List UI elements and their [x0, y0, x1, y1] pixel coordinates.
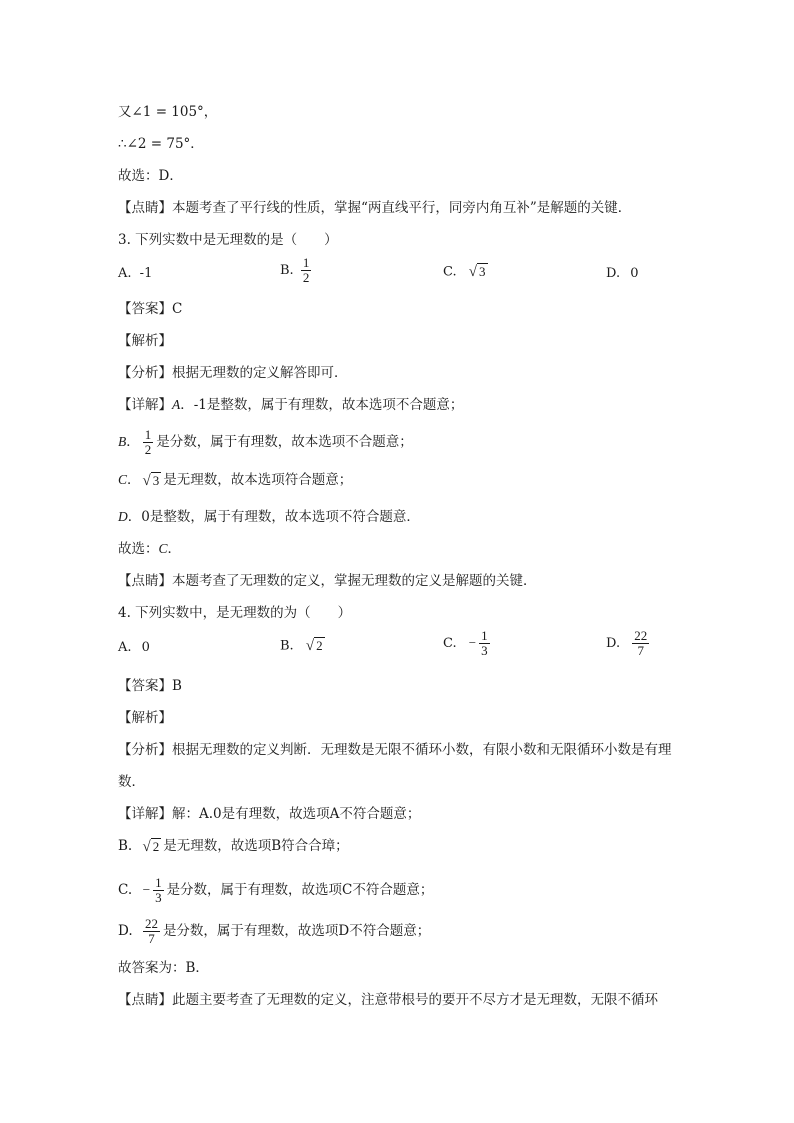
question-3-stem: 3. 下列实数中是无理数的是（ ） [118, 232, 338, 248]
option-letter: A [172, 397, 181, 412]
detail-text: 是无理数，故本选项符合题意； [163, 472, 353, 488]
fraction [143, 428, 154, 457]
q4-detail-c [118, 876, 433, 905]
q3-detail-b: B． $\frac{1}{2}$ 是分数，属于有理数，故本选项不合题意； [118, 427, 413, 457]
q4-option-c [443, 629, 493, 658]
detail-text: 是分数，属于有理数，故选项C不符合题意； [166, 882, 434, 898]
option-label: B. [280, 263, 294, 278]
minus-sign: − [142, 882, 151, 897]
q4-analysis: 【分析】根据无理数的定义判断．无理数是无限不循环小数，有限小数和无限循环小数是有理数． [118, 742, 672, 790]
square-root [306, 636, 325, 656]
detail-text: ．0是整数，属于有理数，故本选项不符合题意． [127, 509, 420, 525]
fraction [143, 917, 160, 946]
fraction-denominator: 7 [637, 643, 644, 658]
fraction-numerator: 22 [144, 916, 158, 931]
option-letter: C [118, 472, 128, 487]
option-value: -1 [139, 266, 153, 281]
fraction [479, 629, 490, 658]
fraction-numerator: 22 [634, 628, 648, 643]
q3-detail-c: C． √ 3 是无理数，故本选项符合题意； [118, 472, 353, 489]
square-root [143, 471, 162, 491]
conclusion-text: 故选： [118, 541, 159, 557]
fraction-numerator: 1 [302, 255, 310, 270]
option-letter: D [118, 509, 128, 524]
q3-dianjing: 【点睛】本题考查了无理数的定义，掌握无理数的定义是解题的关键． [118, 573, 537, 589]
option-value: 0 [630, 266, 639, 281]
detail-text: ．-1是整数，属于有理数，故本选项不合题意； [180, 397, 464, 413]
q3-conclusion [118, 539, 181, 559]
q4-detail-a: 【详解】解：A.0是有理数，故选项A不符合题意； [118, 806, 421, 822]
q4-option-d [606, 629, 652, 658]
radical-sign-icon: √ [468, 264, 477, 280]
q3-answer: 【答案】C [118, 301, 183, 317]
option-label: D. [606, 636, 621, 651]
comment-line: 【点睛】本题考查了平行线的性质，掌握“两直线平行，同旁内角互补”是解题的关键． [118, 200, 632, 216]
fraction [301, 256, 312, 285]
fraction-denominator: 2 [144, 442, 152, 457]
q3-jiexi-heading: 【解析】 [118, 333, 172, 349]
conclusion-punct: ． [167, 541, 182, 557]
square-root [469, 262, 488, 282]
detail-heading: 【详解】 [118, 397, 172, 413]
radical-sign-icon: √ [142, 838, 151, 855]
q4-jiexi-heading: 【解析】 [118, 710, 172, 726]
minus-sign: − [468, 635, 477, 650]
option-label: D. [606, 266, 621, 281]
fraction [153, 876, 164, 905]
option-letter: C [158, 541, 168, 556]
option-label: A. [118, 640, 132, 655]
q4-detail-b [118, 836, 349, 857]
q3-detail-a [118, 395, 463, 415]
option-label: C. [118, 882, 133, 898]
option-label: B. [280, 638, 294, 654]
text-line: 又∠1 = 105°， [118, 104, 218, 120]
option-value: 0 [141, 640, 150, 655]
q4-option-b [280, 636, 327, 657]
fraction-numerator: 1 [155, 875, 162, 890]
radical-sign-icon: √ [142, 472, 151, 489]
fraction-denominator: 7 [148, 931, 155, 946]
fraction-numerator: 1 [144, 427, 152, 442]
text-line: 故选：D． [118, 168, 183, 184]
q4-dianjing: 【点睛】此题主要考查了无理数的定义，注意带根号的要开不尽方才是无理数，无限不循环 [118, 992, 658, 1008]
fraction-denominator: 3 [481, 643, 488, 658]
q3-analysis: 【分析】根据无理数的定义解答即可． [118, 365, 348, 381]
q4-answer: 【答案】B [118, 678, 182, 694]
detail-text: 是分数，属于有理数，故本选项不合题意； [156, 434, 413, 450]
radicand: 2 [316, 638, 323, 653]
text-line: ∴∠2 = 75°． [118, 136, 204, 152]
radicand: 3 [479, 264, 486, 279]
option-label: B. [118, 838, 133, 854]
q4-detail-d [118, 917, 430, 946]
detail-text: 是无理数，故选项B符合合璋； [163, 838, 349, 854]
q3-option-c [443, 262, 490, 283]
fraction-denominator: 3 [155, 890, 162, 905]
q4-conclusion: 故答案为：B． [118, 960, 209, 976]
q4-option-a [118, 638, 150, 658]
option-label: C. [443, 264, 457, 280]
option-label: C. [443, 636, 457, 651]
q3-option-b [280, 256, 314, 285]
option-label: D. [118, 923, 133, 939]
question-4-stem: 4. 下列实数中，是无理数的为（ ） [118, 605, 352, 621]
option-label: A. [118, 266, 132, 281]
square-root [143, 837, 162, 857]
fraction-denominator: 2 [302, 270, 310, 285]
fraction [632, 629, 649, 658]
detail-text: 是分数，属于有理数，故选项D不符合题意； [162, 923, 431, 939]
q3-option-d [606, 264, 639, 284]
radicand: 3 [152, 472, 160, 488]
option-letter: B [118, 434, 127, 449]
fraction-numerator: 1 [481, 628, 488, 643]
q3-detail-d [118, 507, 420, 527]
q3-option-a [118, 264, 152, 284]
radicand: 2 [152, 838, 160, 854]
radical-sign-icon: √ [305, 638, 315, 654]
